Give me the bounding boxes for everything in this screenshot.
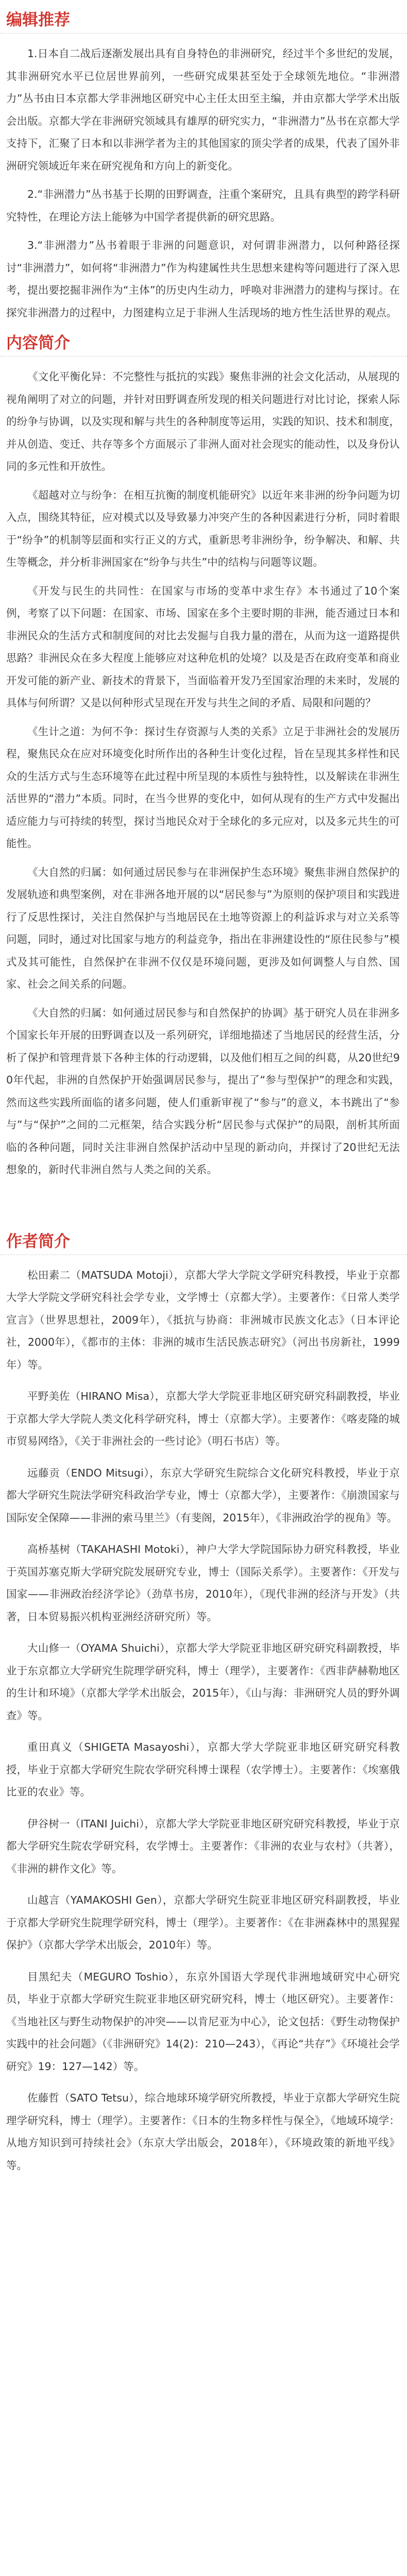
paragraph: 2.“非洲潜力”丛书基于长期的田野调查，注重个案研究，且具有典型的跨学科研究特性，在理论方法上能够为中国学者提供新的研究思路。 [6, 188, 400, 223]
author-bio: 远藤贡（ENDO Mitsugi），东京大学研究生院综合文化研究科教授，毕业于京都大学研究生院法学研究科政治学专业，博士（京都大学），主要著作：《崩溃国家与国际安全保障——非洲的索马里兰》（有斐阁，2015年），《非洲政治学的视角》等。 [6, 1466, 400, 1524]
content-summary-section [0, 330, 407, 1181]
author-bio: 重田真义（SHIGETA Masayoshi），京都大学大学院亚非地区研究研究科教授，毕业于京都大学研究生院农学研究科博士课程（农学博士）。主要著作：《埃塞俄比亚的农业》等。 [6, 1741, 400, 1798]
paragraph: 《超越对立与纷争：在相互抗衡的制度机能研究》以近年来非洲的纷争问题为切入点，围绕其特征，应对模式以及导致暴力冲突产生的各种因素进行分析，同时着眼于“纷争”的机制等层面和实行正义的方式，重新思考非洲纷争，纷争解决、和解、共生等概念，并分析非洲国家在“纷争与共生”中的结构与问题等议题。 [6, 488, 400, 568]
paragraph: 《大自然的归属：如何通过居民参与在非洲保护生态环境》聚焦非洲自然保护的发展轨迹和典型案例，对在非洲各地开展的以“居民参与”为原则的保护项目和实践进行了反思性探讨，关注自然保护与当地居民在土地等资源上的利益诉求与对立关系等问题，同时，通过对比国家与地方的利益竞争，指出在非洲建设性的“原住民参与”模式及其可能性，自然保护在非洲不仅仅是环境问题，更涉及如何调整人与自然、国家、社会之间关系的问题。 [6, 866, 400, 990]
author-bio: 大山修一（OYAMA Shuichi），京都大学大学院亚非地区研究研究科副教授，毕业于东京都立大学研究生院理学研究科，博士（理学），主要著作：《西非萨赫勒地区的生计和环境》（京都大学学术出版会，2015年），《山与海：非洲研究人员的野外调查》等。 [6, 1642, 400, 1722]
editor-recommendation-section [0, 7, 407, 324]
section-title: 作者简介 [6, 1232, 70, 1251]
author-bio: 松田素二（MATSUDA Motoji），京都大学大学院文学研究科教授，毕业于京都大学大学院文学研究科社会学专业，文学博士（京都大学）。主要著作：《日常人类学宣言》（世界思想社，2009年），《抵抗与协商：非洲城市民族文化志》（日本评论社，2000年），《都市的主体：非洲的城市生活民族志研究》（河出书房新社，1999年）等。 [6, 1268, 400, 1371]
section-title: 内容简介 [6, 334, 70, 352]
paragraph: 3.“非洲潜力”丛书着眼于非洲的问题意识，对何谓非洲潜力，以何种路径探讨“非洲潜力”，如何将“非洲潜力”作为构建属性共生思想来建构等问题进行了深入思考，提出要挖掘非洲作为“主体”的历史内生动力，呼唤对非洲潜力的建构与探讨。在探究非洲潜力的过程中，力图建构立足于非洲人生活现场的地方性生活世界的观点。 [6, 239, 400, 319]
author-bio: 伊谷树一（ITANI Juichi），京都大学大学院亚非地区研究研究科教授，毕业于京都大学研究生院农学研究科，农学博士。主要著作：《非洲的农业与农村》（共著），《非洲的耕作文化》等。 [6, 1817, 400, 1875]
author-bio: 平野美佐（HIRANO Misa），京都大学大学院亚非地区研究研究科副教授，毕业于京都大学大学院人类文化科学研究科，博士（京都大学）。主要著作：《喀麦隆的城市贸易网络》，《关于非洲社会的一些讨论》（明石书店）等。 [6, 1390, 400, 1447]
paragraph: 《大自然的归属：如何通过居民参与和自然保护的协调》基于研究人员在非洲多个国家长年开展的田野调查以及一系列研究，详细地描述了当地居民的经营生活，分析了保护和管理背景下各种主体的行动逻辑，以及他们相互之间的纠葛，从20世纪90年代起，非洲的自然保护开始强调居民参与，提出了“参与型保护”的理念和实践，然而这些实践所面临的诸多问题，使人们重新审视了“参与”的意义，本书跳出了“参与”与“保护”之间的二元框架，结合实践分析“居民参与式保护”的局限，剖析其所面临的各种问题，同时关注非洲自然保护活动中呈现的新动向，并探讨了20世纪无法想象的，新时代非洲自然与人类之间的关系。 [6, 1006, 400, 1176]
spacer [0, 1188, 407, 1229]
section-heading [0, 7, 407, 33]
section-heading [0, 1229, 407, 1255]
author-bio: 佐藤哲（SATO Tetsu），综合地球环境学研究所教授，毕业于京都大学研究生院理学研究科，博士（理学）。主要著作：《日本的生物多样性与保全》，《地域环境学：从地方知识到可持续社会》（东京大学出版会，2018年），《环境政策的新地平线》等。 [6, 2092, 400, 2172]
paragraph: 1.日本自二战后逐渐发展出具有自身特色的非洲研究，经过半个多世纪的发展，其非洲研究水平已位居世界前列，一些研究成果甚至处于全球领先地位。“非洲潜力”丛书由日本京都大学非洲地区研究中心主任太田至主编，并由京都大学学术出版会出版。京都大学在非洲研究领域具有雄厚的研究实力，“非洲潜力”丛书在京都大学支持下，汇聚了日本和以非洲学者为主的其他国家的顶尖学者的成果，代表了国外非洲研究领域近年来在研究视角和方向上的新变化。 [6, 47, 400, 172]
author-bio: 高桥基树（TAKAHASHI Motoki），神户大学大学院国际协力研究科教授，毕业于英国苏塞克斯大学研究院发展研究专业，博士（国际关系学）。主要著作：《开发与国家——非洲政治经济学论》（劲草书房，2010年），《现代非洲的经济与开发》（共著，日本贸易振兴机构亚洲经济研究所）等。 [6, 1543, 400, 1623]
author-intro-section [0, 1229, 407, 2177]
section-heading [0, 330, 407, 357]
paragraph: 《生计之道：为何不争：探讨生存资源与人类的关系》立足于非洲社会的发展历程，聚焦民众在应对环境变化时所作出的各种生计变化过程，旨在呈现其多样性和民众的生活方式与生态环境等在此过程中所呈现的本质性与独特性，以及解读在非洲生活世界的“潜力”本质。同时，在当今世界的变化中，如何从现有的生产方式中发掘出适应能力与可持续的转型，探讨当地民众对于全球化的多元应对，以及多元共生的可能性。 [6, 725, 400, 850]
paragraph: 《开发与民生的共同性：在国家与市场的变革中求生存》本书通过了10个案例，考察了以下问题：在国家、市场、国家在多个主要时期的非洲，能否通过日本和非洲民众的生活方式和制度间的对比去发掘与自我力量的潜在，从而为这一道路提供思路？非洲民众在多大程度上能够应对这种危机的处境？以及是否在政府变革和商业开发可能的新产业、新技术的背景下，当面临着开发乃至国家治理的未来时，发展的具体与何所谓？又是以何种形式呈现在开发与共生之间的矛盾、局限和问题的？ [6, 584, 400, 709]
section-title: 编辑推荐 [6, 11, 70, 29]
paragraph: 《文化平衡化异：不完整性与抵抗的实践》聚焦非洲的社会文化活动，从展现的视角阐明了对立的问题，并针对田野调查所发现的相关问题进行对比讨论，探索人际的纷争与协调，以及实现和解与共生的各种制度等运用，实践的知识、技术和制度，并从创造、变迁、共存等多个方面展示了非洲人面对社会现实的能动性，以及身份认同的多元性和开放性。 [6, 370, 400, 472]
author-bio: 目黑纪夫（MEGURO Toshio），东京外国语大学现代非洲地域研究中心研究员，毕业于京都大学研究生院亚非地区研究研究科，博士（地区研究）。主要著作：《当地社区与野生动物保护的冲突——以肯尼亚为中心》，论文包括：《野生动物保护实践中的社会问题》（《非洲研究》14(2)：210—243），《再论“共存”》《环境社会学研究》19：127—142）等。 [6, 1970, 400, 2073]
author-bio: 山越言（YAMAKOSHI Gen），京都大学研究生院亚非地区研究科副教授，毕业于京都大学研究生院理学研究科，博士（理学）。主要著作：《在非洲森林中的黑猩猩保护》（京都大学学术出版会，2010年）等。 [6, 1894, 400, 1951]
